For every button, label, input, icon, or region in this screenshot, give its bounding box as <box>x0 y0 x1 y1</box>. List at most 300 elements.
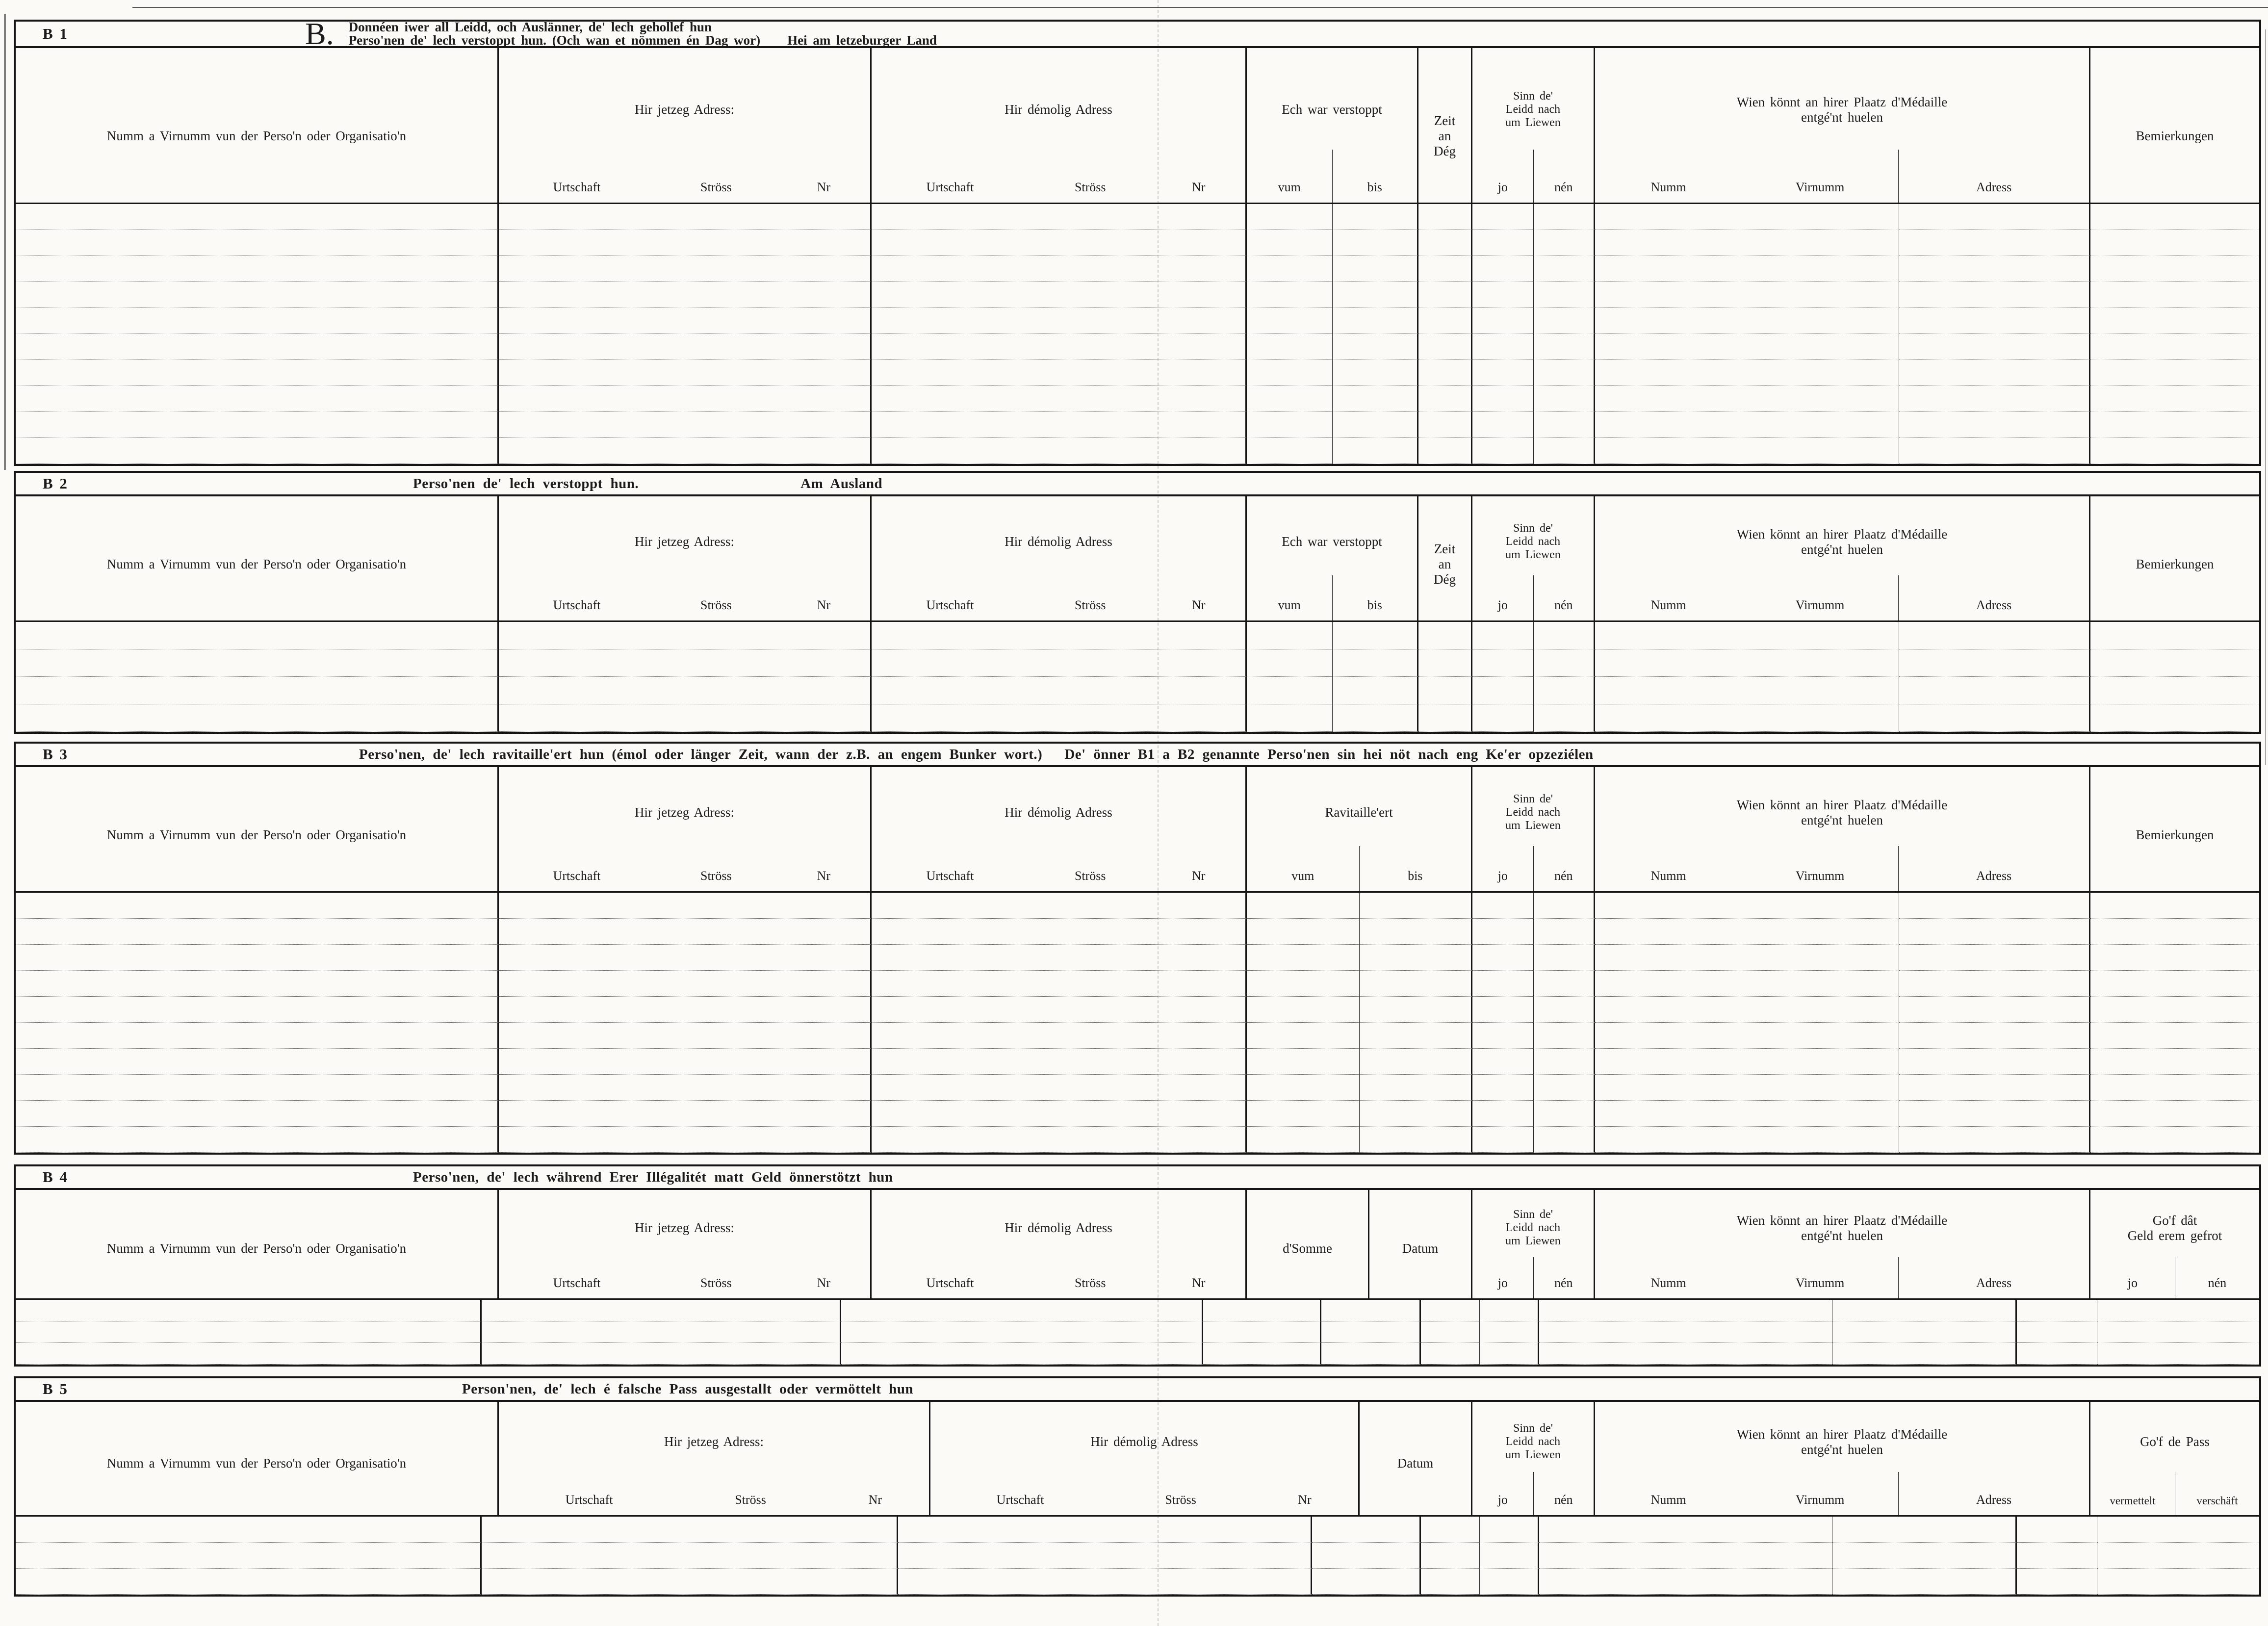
cell-current-address <box>499 677 872 704</box>
cell-medal-name <box>1595 204 1899 230</box>
medal-sub-labels <box>1595 846 2089 891</box>
cell-medal-address <box>1832 1543 2017 1569</box>
col-amount <box>1247 1190 1369 1298</box>
col-remarks-label: Bemierkungen <box>2136 557 2214 571</box>
cell-remarks <box>2090 1101 2259 1127</box>
empty-row <box>16 438 2259 464</box>
column-header-row <box>16 1402 2259 1517</box>
section-title: Person'nen, de' lech é falsche Pass ausgestallt oder vermöttelt hun <box>462 1381 914 1397</box>
cell-vum <box>1247 438 1333 464</box>
col-current-address-label: Hir jetzeg Adress: <box>635 102 734 117</box>
cell-current-address <box>482 1321 841 1343</box>
section-big-letter: B. <box>305 16 334 51</box>
cell-name <box>16 360 499 386</box>
col-money-asked-back <box>2090 1190 2259 1298</box>
sub-label-urtschaft: Urtschaft <box>926 1276 974 1290</box>
cell-current-address <box>499 919 872 945</box>
sub-label-jo: jo <box>2127 1276 2138 1290</box>
cell-medal-address <box>1832 1517 2017 1543</box>
sub-label-numm: Numm <box>1650 869 1686 883</box>
cell-zeit <box>1418 386 1472 412</box>
col-hidden-period <box>1247 496 1418 620</box>
cell-vum <box>1247 649 1333 677</box>
medal-sub-labels <box>1595 150 2089 203</box>
cell-jo <box>1472 649 1534 677</box>
cell-name <box>16 1343 482 1365</box>
section-b1-title-band <box>16 16 2259 51</box>
sub-label-nr: Nr <box>817 598 831 612</box>
cell-vum <box>1247 1023 1360 1049</box>
cell-jo <box>1472 622 1534 649</box>
cell-medal-name <box>1595 622 1899 649</box>
cell-current-address <box>499 945 872 971</box>
cell-former-address <box>872 386 1247 412</box>
cell-current-address <box>499 334 872 360</box>
col-still-alive <box>1472 496 1595 620</box>
cell-medal-name <box>1595 1101 1899 1127</box>
cell-remarks <box>2090 412 2259 438</box>
cell-vum <box>1247 1127 1360 1153</box>
cell-bis <box>1360 1127 1472 1153</box>
sub-label-stross: Ströss <box>1074 180 1106 194</box>
col-medal-recipient-label <box>1595 1190 2089 1257</box>
cell-jo <box>1472 412 1534 438</box>
section-title-line1: Donnéen iwer all Leidd, och Auslänner, de' lech gehollef hun <box>348 20 712 34</box>
cell-current-address <box>499 282 872 308</box>
sub-label-urtschaft: Urtschaft <box>926 869 974 883</box>
cell-name <box>16 1023 499 1049</box>
col-current-address-label: Hir jetzeg Adress: <box>635 1220 734 1235</box>
col-name-label: Numm a Virnumm vun der Perso'n oder Organisatio'n <box>106 1456 407 1471</box>
cell-name <box>16 1321 482 1343</box>
cell-bis <box>1360 971 1472 997</box>
sub-label-stross: Ströss <box>700 598 732 612</box>
cell-jo <box>1472 282 1534 308</box>
cell-medal-address <box>1899 997 2090 1023</box>
sub-label-adress: Adress <box>1898 846 2089 891</box>
sub-label-vum: vum <box>1291 869 1314 883</box>
cell-medal-address <box>1899 282 2090 308</box>
cell-jo <box>1472 1075 1534 1101</box>
cell-current-address <box>499 997 872 1023</box>
cell-medal-address <box>1899 1101 2090 1127</box>
cell-current-address <box>499 893 872 919</box>
cell-nen <box>1534 1049 1595 1075</box>
col-name-label: Numm a Virnumm vun der Perso'n oder Organisatio'n <box>106 129 407 143</box>
cell-medal-address <box>1899 945 2090 971</box>
cell-medal-name <box>1595 360 1899 386</box>
cell-vum <box>1247 971 1360 997</box>
address-sub-labels <box>499 150 870 203</box>
col-zeit-label <box>1418 496 1471 620</box>
section-b4-title-band <box>16 1166 2259 1190</box>
cell-pass-vermettelt <box>2017 1517 2097 1543</box>
sub-label-virnumm: Virnumm <box>1795 180 1845 194</box>
yes-no-sub-labels <box>1472 150 1594 203</box>
sinn-line1: Sinn de' <box>1513 1208 1553 1221</box>
cell-name <box>16 204 499 230</box>
section-code: B 3 <box>43 746 69 763</box>
cell-name <box>16 438 499 464</box>
wien-line1: Wien könnt an hirer Plaatz d'Médaille <box>1736 526 1948 542</box>
col-pass-handling-label: Go'f de Pass <box>2140 1434 2210 1449</box>
cell-nen <box>1534 1075 1595 1101</box>
cell-name <box>16 1300 482 1321</box>
cell-vum <box>1247 204 1333 230</box>
scan-right-edge-line <box>2265 29 2266 765</box>
cell-former-address <box>872 308 1247 334</box>
cell-remarks <box>2090 1049 2259 1075</box>
cell-vum <box>1247 893 1360 919</box>
col-still-alive-label <box>1472 767 1594 846</box>
sub-label-numm: Numm <box>1650 1276 1686 1290</box>
cell-medal-name <box>1595 1049 1899 1075</box>
cell-name <box>16 412 499 438</box>
cell-remarks <box>2090 282 2259 308</box>
cell-jo <box>1472 997 1534 1023</box>
col-former-address-label: Hir démolig Adress <box>1005 534 1112 549</box>
col-former-address <box>872 767 1247 891</box>
cell-nen <box>1480 1543 1539 1569</box>
cell-former-address <box>872 1075 1247 1101</box>
cell-jo <box>1472 1049 1534 1075</box>
col-amount-label: d'Somme <box>1283 1241 1332 1256</box>
col-medal-recipient-label <box>1595 1402 2089 1472</box>
empty-row <box>16 971 2259 997</box>
cell-medal-name <box>1595 704 1899 732</box>
col-current-address <box>499 1190 872 1298</box>
col-money-asked-back-label <box>2090 1190 2259 1257</box>
col-still-alive <box>1472 48 1595 203</box>
sub-label-virnumm: Virnumm <box>1795 598 1845 612</box>
section-code: B 1 <box>43 25 69 42</box>
section-b5 <box>14 1376 2261 1597</box>
period-sub-labels <box>1247 150 1417 203</box>
cell-pass-verschaft <box>2097 1543 2259 1569</box>
cell-nen <box>1480 1300 1539 1321</box>
cell-nen <box>1480 1517 1539 1543</box>
col-still-alive-label <box>1472 1190 1594 1257</box>
cell-medal-name <box>1595 919 1899 945</box>
cell-medal-name <box>1595 945 1899 971</box>
cell-zeit <box>1418 282 1472 308</box>
cell-medal-name <box>1539 1343 1832 1365</box>
empty-rows <box>16 622 2259 732</box>
cell-remarks <box>2090 622 2259 649</box>
sub-label-nr: Nr <box>817 869 831 883</box>
cell-current-address <box>499 204 872 230</box>
cell-jo <box>1421 1343 1480 1365</box>
cell-current-address <box>499 1049 872 1075</box>
section-b3-title-band <box>16 744 2259 767</box>
cell-amount <box>1203 1343 1321 1365</box>
col-name-label: Numm a Virnumm vun der Perso'n oder Organisatio'n <box>106 557 407 571</box>
cell-bis <box>1333 386 1418 412</box>
wien-line1: Wien könnt an hirer Plaatz d'Médaille <box>1736 797 1948 812</box>
cell-bis <box>1333 282 1418 308</box>
sub-label-nr: Nr <box>1192 1276 1206 1290</box>
cell-amount <box>1203 1300 1321 1321</box>
cell-former-address <box>872 649 1247 677</box>
cell-pass-verschaft <box>2097 1517 2259 1543</box>
form-page <box>14 16 2261 1597</box>
cell-medal-address <box>1899 438 2090 464</box>
address-sub-labels <box>930 1472 1358 1515</box>
col-remarks <box>2090 496 2259 620</box>
cell-medal-address <box>1899 1023 2090 1049</box>
col-date-label: Datum <box>1402 1241 1439 1256</box>
address-sub-labels <box>499 1472 929 1515</box>
sub-label-stross: Ströss <box>700 1276 732 1290</box>
col-still-alive <box>1472 1190 1595 1298</box>
col-medal-recipient <box>1595 1190 2090 1298</box>
cell-medal-address <box>1899 386 2090 412</box>
cell-jo <box>1472 919 1534 945</box>
cell-bis <box>1360 893 1472 919</box>
empty-row <box>16 1343 2259 1365</box>
cell-bis <box>1333 204 1418 230</box>
cell-former-address <box>872 1127 1247 1153</box>
empty-row <box>16 1075 2259 1101</box>
cell-medal-name <box>1595 893 1899 919</box>
col-still-alive <box>1472 1402 1595 1515</box>
col-name-label: Numm a Virnumm vun der Perso'n oder Organisatio'n <box>106 1241 407 1256</box>
cell-name <box>16 622 499 649</box>
col-name <box>16 1402 499 1515</box>
cell-medal-name <box>1595 677 1899 704</box>
sub-label-urtschaft: Urtschaft <box>553 869 601 883</box>
sub-label-verschaft: verschäft <box>2175 1472 2259 1515</box>
cell-nen <box>1534 256 1595 282</box>
cell-medal-address <box>1899 412 2090 438</box>
sub-label-virnumm: Virnumm <box>1795 869 1845 883</box>
cell-former-address <box>872 334 1247 360</box>
address-sub-labels <box>872 150 1245 203</box>
cell-jo <box>1421 1321 1480 1343</box>
col-former-address <box>872 1190 1247 1298</box>
cell-former-address <box>872 1023 1247 1049</box>
cell-medal-address <box>1899 204 2090 230</box>
cell-nen <box>1534 308 1595 334</box>
empty-row <box>16 1569 2259 1595</box>
cell-remarks <box>2090 1127 2259 1153</box>
section-b1 <box>14 16 2261 466</box>
col-medal-recipient-label <box>1595 48 2089 150</box>
cell-current-address <box>482 1343 841 1365</box>
cell-medal-address <box>1899 622 2090 649</box>
address-sub-labels <box>872 1257 1245 1298</box>
empty-row <box>16 704 2259 732</box>
cell-date <box>1312 1543 1421 1569</box>
cell-medal-address <box>1832 1343 2017 1365</box>
yes-no-sub-labels <box>1472 1257 1594 1298</box>
cell-remarks <box>2090 649 2259 677</box>
cell-jo <box>1472 1101 1534 1127</box>
cell-medal-name <box>1539 1569 1832 1595</box>
cell-bis <box>1333 412 1418 438</box>
cell-vum <box>1247 360 1333 386</box>
cell-name <box>16 256 499 282</box>
cell-remarks <box>2090 230 2259 256</box>
sub-label-nr: Nr <box>1192 180 1206 194</box>
cell-medal-name <box>1539 1543 1832 1569</box>
cell-medal-address <box>1899 360 2090 386</box>
wien-line1: Wien könnt an hirer Plaatz d'Médaille <box>1736 1213 1948 1228</box>
col-remarks-label: Bemierkungen <box>2136 129 2214 143</box>
sub-label-nr: Nr <box>1192 869 1206 883</box>
cell-date <box>1312 1569 1421 1595</box>
sub-label-nen: nén <box>1533 846 1594 891</box>
cell-jo <box>1421 1543 1480 1569</box>
cell-remarks <box>2090 1023 2259 1049</box>
wien-line2: entgé'nt huelen <box>1801 812 1883 827</box>
cell-medal-address <box>1899 256 2090 282</box>
sub-label-urtschaft: Urtschaft <box>553 180 601 194</box>
cell-jo <box>1472 971 1534 997</box>
cell-nen <box>1534 230 1595 256</box>
empty-row <box>16 649 2259 677</box>
cell-name <box>16 1569 482 1595</box>
section-title <box>349 21 937 47</box>
cell-medal-name <box>1595 230 1899 256</box>
cell-jo <box>1472 360 1534 386</box>
cell-current-address <box>482 1300 841 1321</box>
sub-label-bis: bis <box>1332 150 1418 203</box>
col-hidden-period <box>1247 48 1418 203</box>
cell-asked-nen <box>2097 1300 2259 1321</box>
cell-bis <box>1333 704 1418 732</box>
cell-remarks <box>2090 704 2259 732</box>
cell-name <box>16 386 499 412</box>
sub-label-numm: Numm <box>1650 598 1686 612</box>
sub-label-nen: nén <box>2175 1257 2259 1298</box>
cell-jo <box>1472 1023 1534 1049</box>
cell-zeit <box>1418 360 1472 386</box>
empty-row <box>16 919 2259 945</box>
cell-former-address <box>841 1343 1203 1365</box>
cell-former-address <box>872 919 1247 945</box>
empty-row <box>16 1543 2259 1569</box>
sub-label-stross: Ströss <box>1074 598 1106 612</box>
cell-jo <box>1472 256 1534 282</box>
sinn-line3: um Liewen <box>1505 1448 1561 1461</box>
cell-current-address <box>499 308 872 334</box>
col-former-address-label: Hir démolig Adress <box>1005 805 1112 820</box>
cell-remarks <box>2090 919 2259 945</box>
cell-medal-address <box>1899 1049 2090 1075</box>
cell-former-address <box>872 622 1247 649</box>
cell-nen <box>1534 919 1595 945</box>
col-still-alive-label <box>1472 496 1594 575</box>
empty-row <box>16 1127 2259 1153</box>
col-former-address <box>872 496 1247 620</box>
cell-medal-name <box>1595 386 1899 412</box>
cell-medal-address <box>1832 1321 2017 1343</box>
cell-former-address <box>872 360 1247 386</box>
col-former-address-label: Hir démolig Adress <box>1005 1220 1112 1235</box>
wien-line2: entgé'nt huelen <box>1801 542 1883 557</box>
cell-current-address <box>499 230 872 256</box>
col-remarks <box>2090 48 2259 203</box>
sub-label-adress: Adress <box>1898 1472 2089 1515</box>
cell-current-address <box>499 649 872 677</box>
cell-medal-address <box>1832 1300 2017 1321</box>
cell-pass-verschaft <box>2097 1569 2259 1595</box>
empty-row <box>16 1049 2259 1075</box>
cell-jo <box>1472 893 1534 919</box>
wien-line1: Wien könnt an hirer Plaatz d'Médaille <box>1736 94 1948 109</box>
wien-line2: entgé'nt huelen <box>1801 1442 1883 1457</box>
section-code: B 4 <box>43 1168 69 1186</box>
empty-row <box>16 334 2259 360</box>
sinn-line3: um Liewen <box>1505 116 1561 129</box>
sub-label-nen: nén <box>1533 1472 1594 1515</box>
wien-line2: entgé'nt huelen <box>1801 109 1883 125</box>
cell-remarks <box>2090 308 2259 334</box>
cell-vum <box>1247 386 1333 412</box>
cell-current-address <box>499 971 872 997</box>
cell-vum <box>1247 230 1333 256</box>
cell-medal-name <box>1595 282 1899 308</box>
section-title: Perso'nen de' lech verstoppt hun. <box>413 475 639 491</box>
cell-former-address <box>841 1300 1203 1321</box>
cell-jo <box>1472 230 1534 256</box>
cell-zeit <box>1418 649 1472 677</box>
wien-line1: Wien könnt an hirer Plaatz d'Médaille <box>1736 1426 1948 1442</box>
sub-label-stross: Ströss <box>1165 1493 1196 1507</box>
sinn-line1: Sinn de' <box>1513 793 1553 805</box>
empty-row <box>16 1517 2259 1543</box>
cell-zeit <box>1418 622 1472 649</box>
column-header-row <box>16 48 2259 204</box>
sub-label-jo: jo <box>1497 1493 1508 1507</box>
section-code: B 5 <box>43 1380 69 1397</box>
address-sub-labels <box>499 846 870 891</box>
cell-zeit <box>1418 438 1472 464</box>
cell-name <box>16 1543 482 1569</box>
column-header-row <box>16 496 2259 622</box>
cell-former-address <box>872 256 1247 282</box>
cell-current-address <box>499 438 872 464</box>
cell-medal-name <box>1595 1127 1899 1153</box>
cell-name <box>16 1049 499 1075</box>
col-remarks <box>2090 767 2259 891</box>
cell-name <box>16 1127 499 1153</box>
address-sub-labels <box>499 575 870 620</box>
cell-name <box>16 997 499 1023</box>
sub-label-stross: Ströss <box>700 869 732 883</box>
cell-bis <box>1333 649 1418 677</box>
col-still-alive-label <box>1472 1402 1594 1472</box>
cell-former-address <box>872 704 1247 732</box>
cell-bis <box>1333 230 1418 256</box>
cell-bis <box>1360 945 1472 971</box>
cell-nen <box>1534 204 1595 230</box>
cell-jo <box>1421 1300 1480 1321</box>
cell-nen <box>1534 704 1595 732</box>
col-medal-recipient-label <box>1595 496 2089 575</box>
cell-medal-address <box>1899 893 2090 919</box>
col-still-alive <box>1472 767 1595 891</box>
sinn-line2: Leidd nach <box>1505 535 1561 548</box>
cell-amount <box>1203 1321 1321 1343</box>
cell-former-address <box>872 997 1247 1023</box>
cell-name <box>16 649 499 677</box>
cell-nen <box>1534 1127 1595 1153</box>
cell-nen <box>1534 945 1595 971</box>
sub-label-nr: Nr <box>1192 598 1206 612</box>
col-medal-recipient <box>1595 767 2090 891</box>
